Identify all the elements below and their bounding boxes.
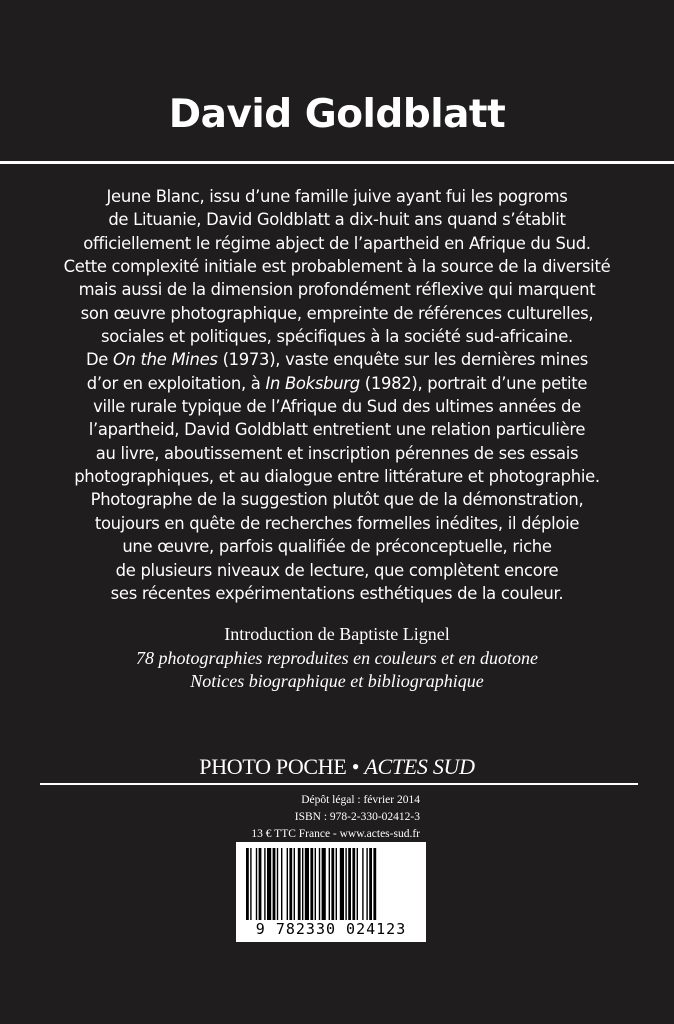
description-line: de Lituanie, David Goldblatt a dix-huit ans quand s’établit [108, 210, 566, 230]
barcode-bar [315, 848, 316, 920]
barcode-bar [340, 848, 344, 920]
barcode-bar [348, 848, 351, 920]
barcode-bar [366, 848, 367, 920]
barcode-bar [289, 848, 292, 920]
barcode-bar [294, 848, 295, 920]
barcode-bar [336, 848, 337, 920]
description-line: une œuvre, parfois qualifiée de préconceptuelle, riche [122, 537, 552, 557]
barcode-bar [345, 848, 346, 920]
description-line: mais aussi de la dimension profondément réflexive qui marquent [78, 280, 596, 300]
barcode-bar [287, 848, 288, 920]
barcode-bar [267, 848, 271, 920]
publisher-name: ACTES SUD [364, 754, 475, 779]
photographs-note: 78 photographies reproduites en couleurs et en duotone [135, 647, 539, 668]
barcode-bar [331, 848, 334, 920]
bottom-divider [40, 783, 638, 785]
description-line: l’apartheid, David Goldblatt entretient une relation particulière [88, 420, 586, 440]
series-imprint [0, 754, 674, 780]
book-title: On the Mines [112, 350, 218, 370]
barcode-bar [277, 848, 278, 920]
barcode-bar [373, 848, 376, 920]
barcode-bar [273, 848, 276, 920]
description-line: sociales et politiques, spécifiques à la société sud-africaine. [101, 327, 573, 347]
barcode-bar [369, 848, 372, 920]
barcode-bar [264, 848, 265, 920]
barcode-bar [256, 848, 257, 920]
barcode-bar [281, 848, 282, 920]
price: 13 € TTC France - www.actes-sud.fr [251, 828, 420, 840]
barcode-bar [246, 848, 249, 920]
legal-info [230, 792, 420, 843]
series-name: PHOTO POCHE [199, 754, 347, 779]
description-line: au livre, aboutissement et inscription pérennes de ses essais [95, 443, 579, 463]
description-line: d’or en exploitation, à In Boksburg (1982), portrait d’une petite [86, 373, 588, 393]
description-line: officiellement le régime abject de l’apartheid en Afrique du Sud. [83, 233, 591, 253]
barcode-bar [357, 848, 358, 920]
description-line: photographiques, et au dialogue entre littérature et photographie. [74, 467, 600, 487]
description-line: De On the Mines (1973), vaste enquête sur les dernières mines [85, 350, 589, 370]
introduction-credit: Introduction de Baptiste Lignel [224, 624, 450, 644]
barcode-bar [329, 848, 330, 920]
imprint-separator: • [351, 754, 360, 779]
barcode-digits: 9 782330 024123 [255, 920, 407, 938]
description-line: Photographe de la suggestion plutôt que de la démonstration, [90, 490, 584, 510]
barcode-bar [298, 848, 301, 920]
barcode-bar [319, 848, 320, 920]
barcode-bar [259, 848, 262, 920]
description-line: ses récentes expérimentations esthétiques de la couleur. [110, 583, 564, 603]
barcode-bar [352, 848, 355, 920]
barcode-bar [322, 848, 326, 920]
book-author-title: David Goldblatt [168, 92, 506, 137]
barcode-bar [250, 848, 251, 920]
description-line: ville rurale typique de l’Afrique du Sud des ultimes années de [93, 397, 581, 417]
top-divider [0, 161, 674, 164]
notices-note: Notices biographique et bibliographique [190, 671, 484, 691]
book-title: In Boksburg [265, 373, 360, 393]
description-line: toujours en quête de recherches formelles inédites, il déploie [94, 513, 580, 533]
legal-deposit: Dépôt légal : février 2014 [301, 794, 420, 806]
description-line: Jeune Blanc, issu d’une famille juive ayant fui les pogroms [106, 187, 568, 206]
description-paragraph [24, 185, 650, 605]
description-line: son œuvre photographique, empreinte de références culturelles, [80, 303, 594, 323]
isbn: ISBN : 978-2-330-02412-3 [294, 811, 420, 823]
description-line: de plusieurs niveaux de lecture, que complètent encore [115, 560, 559, 580]
isbn-barcode [236, 842, 426, 942]
barcode-bar [310, 848, 313, 920]
barcode-bar [305, 848, 309, 920]
credits-block [0, 623, 674, 694]
barcode-bar [362, 848, 363, 920]
description-line: Cette complexité initiale est probablement à la source de la diversité [63, 257, 611, 277]
barcode-bar [302, 848, 303, 920]
